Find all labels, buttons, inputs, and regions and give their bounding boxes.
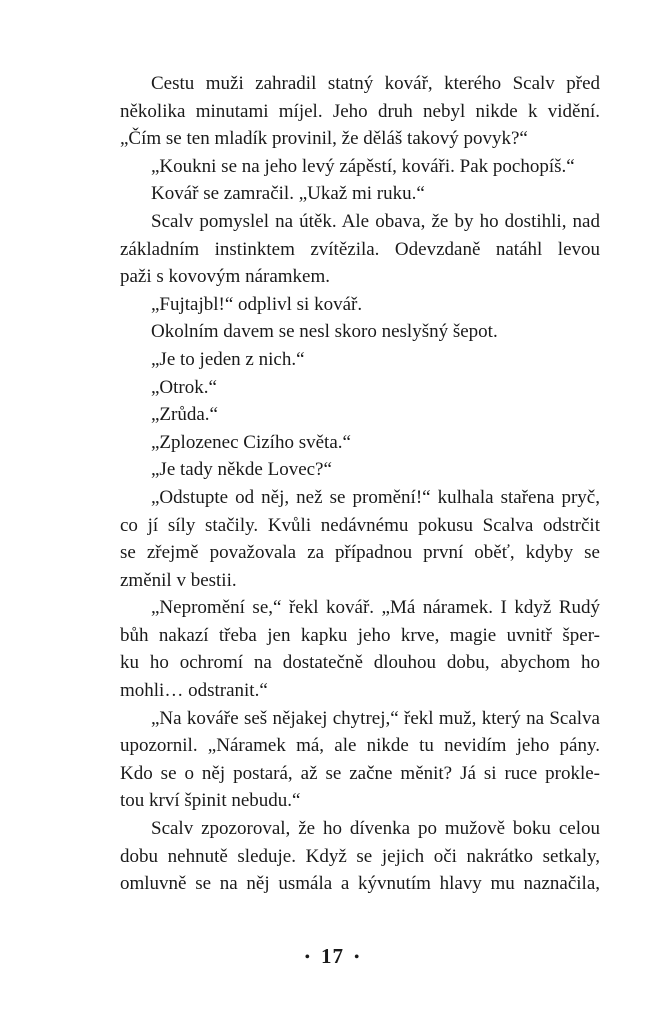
text-line: změnil v bestii. <box>120 569 237 591</box>
text-line: „Koukni se na jeho levý zápěstí, kováři. Pak pochopíš.“ <box>151 155 575 177</box>
page-number-ornament-left: • <box>304 950 311 966</box>
text-line: „Nepromění se,“ řekl kovář. „Má náramek. I když Rudý <box>151 597 600 619</box>
text-line: se zřejmě považovala za případnou první oběť, kdyby se <box>120 542 600 564</box>
body-text <box>120 70 600 898</box>
text-line: „Čím se ten mladík provinil, že děláš takový povyk?“ <box>120 128 528 150</box>
text-line: omluvně se na něj usmála a kývnutím hlavy mu naznačila, <box>120 873 600 895</box>
page-number <box>0 944 665 969</box>
text-line: „Zrůda.“ <box>151 404 218 426</box>
text-line: „Je tady někde Lovec?“ <box>151 459 332 481</box>
text-line: Kdo se o něj postará, až se začne měnit? Já si ruce prokle- <box>120 762 600 784</box>
text-line: co jí síly stačily. Kvůli nedávnému pokusu Scalva odstrčit <box>120 514 600 536</box>
text-line: „Zplozenec Cizího světa.“ <box>151 431 351 453</box>
text-line: Scalv zpozoroval, že ho dívenka po mužově boku celou <box>151 818 600 840</box>
text-line: „Fujtajbl!“ odplivl si kovář. <box>151 293 363 315</box>
text-line: „Otrok.“ <box>151 376 217 398</box>
text-line: několika minutami míjel. Jeho druh nebyl nikde k vidění. <box>120 100 600 122</box>
text-line: tou krví špinit nebudu.“ <box>120 790 301 812</box>
text-line: upozornil. „Náramek má, ale nikde tu nevidím jeho pány. <box>120 735 600 757</box>
text-line: ku ho ochromí na dostatečně dlouhou dobu, abychom ho <box>120 652 600 674</box>
text-line: Cestu muži zahradil statný kovář, kterého Scalv před <box>151 73 600 94</box>
text-line: Scalv pomyslel na útěk. Ale obava, že by ho dostihli, nad <box>151 210 600 232</box>
page-number-value: 17 <box>321 944 344 968</box>
text-line: paži s kovovým náramkem. <box>120 266 331 288</box>
text-line: Okolním davem se nesl skoro neslyšný šepot. <box>151 321 498 343</box>
text-line: „Na kováře seš nějakej chytrej,“ řekl muž, který na Scalva <box>151 707 600 729</box>
text-line: základním instinktem zvítězila. Odevzdaně natáhl levou <box>120 238 600 260</box>
text-line: Kovář se zamračil. „Ukaž mi ruku.“ <box>151 183 425 205</box>
text-line: „Odstupte od něj, než se promění!“ kulhala stařena pryč, <box>151 486 600 508</box>
text-line: mohli… odstranit.“ <box>120 680 268 702</box>
text-line: dobu nehnutě sleduje. Když se jejich oči nakrátko setkaly, <box>120 845 600 867</box>
text-line: „Je to jeden z nich.“ <box>151 348 305 370</box>
text-line: bůh nakazí třeba jen kapku jeho krve, magie uvnitř šper- <box>120 624 600 646</box>
page-number-ornament-right: • <box>354 950 361 966</box>
